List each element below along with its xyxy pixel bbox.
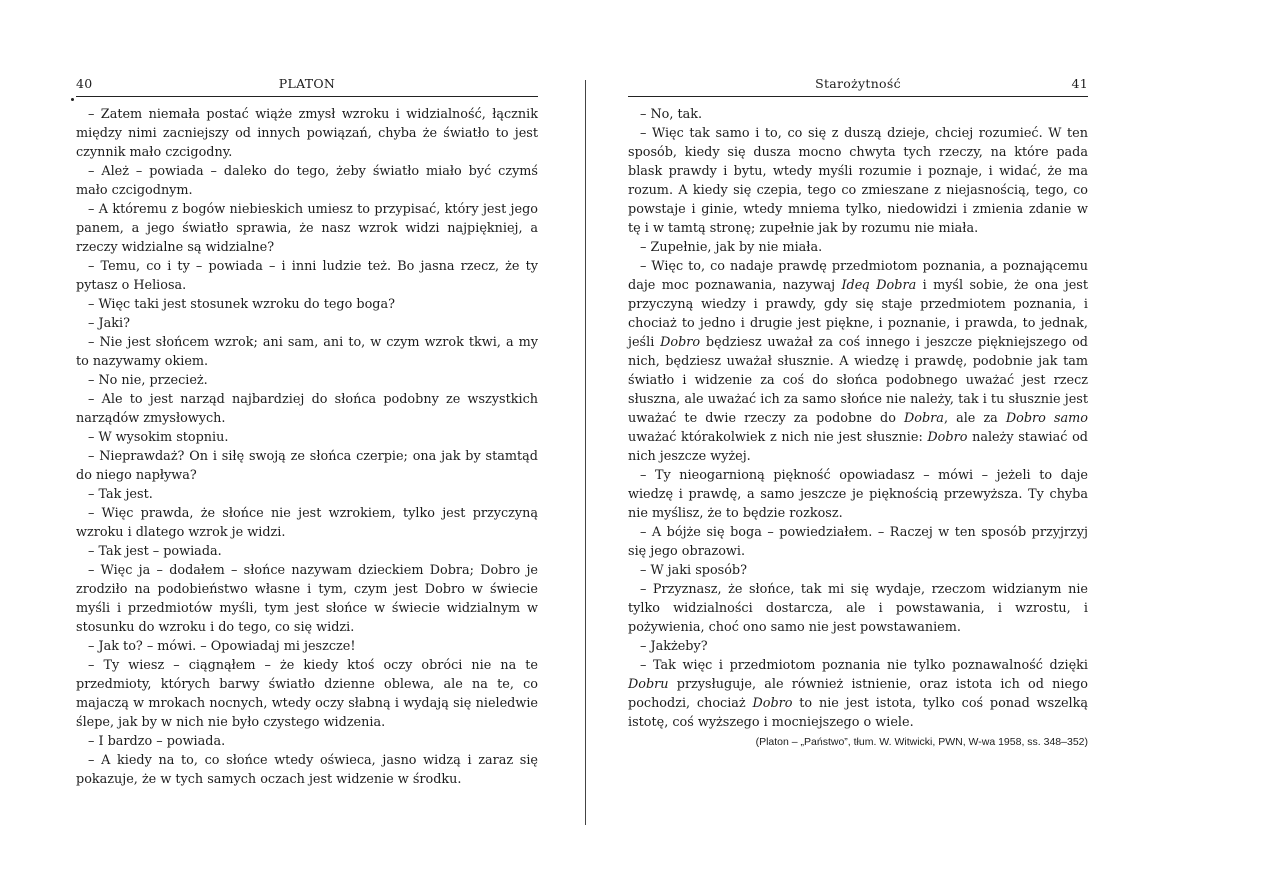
paragraph: – Tak jest – powiada. — [88, 544, 222, 559]
citation: (Platon – „Państwo”, tłum. W. Witwicki, PWN, W-wa 1958, ss. 348–352) — [755, 736, 1088, 748]
book-spine — [585, 80, 586, 825]
text-run: – Tak więc i przedmiotom poznania nie tylko poznawalność dzięki — [640, 658, 1088, 673]
paragraph: – Więc prawda, że słońce nie jest wzrokiem, tylko jest przyczyną wzroku i dlatego wzrok je widzi. — [76, 506, 538, 540]
text-run: uważać którakolwiek z nich nie jest słusznie: — [628, 430, 928, 445]
paragraph: – Zupełnie, jak by nie miała. — [640, 240, 823, 255]
paragraph: – Ależ – powiada – daleko do tego, żeby światło miało być czymś mało czcigodnym. — [76, 164, 538, 198]
paragraph: – A kiedy na to, co słońce wtedy oświeca, jasno widzą i zaraz się pokazuje, że w tych samych oczach jest widzenie w środku. — [76, 753, 538, 787]
left-page-number: 40 — [76, 76, 93, 91]
margin-dot — [71, 98, 74, 101]
left-page-header — [76, 76, 538, 94]
emphasized-term: Dobra — [904, 411, 944, 426]
paragraph: – Jaki? — [88, 316, 130, 331]
paragraph: – I bardzo – powiada. — [88, 734, 226, 749]
text-run: , ale za — [943, 411, 1006, 426]
paragraph: – Nie jest słońcem wzrok; ani sam, ani to, w czym wzrok tkwi, a my to nazywamy okiem. — [76, 335, 538, 369]
paragraph: – W jaki sposób? — [640, 563, 747, 578]
paragraph: – Więc taki jest stosunek wzroku do tego boga? — [88, 297, 395, 312]
paragraph: – A któremu z bogów niebieskich umiesz to przypisać, który jest jego panem, a jego światło sprawia, że nasz wzrok widzi najpiękniej, a rzeczy widzialne są widzialne? — [76, 202, 538, 255]
left-header-rule — [76, 96, 538, 97]
paragraph: – Ty nieogarnioną piękność opowiadasz – mówi – jeżeli to daje wiedzę i prawdę, a samo jeszcze je pięknością przewyższa. Ty chyba nie myślisz, że to będzie rozkosz. — [628, 468, 1088, 521]
text-run: należy stawiać od nich jeszcze wyżej. — [628, 430, 1088, 464]
paragraph: – Temu, co i ty – powiada – i inni ludzie też. Bo jasna rzecz, że ty pytasz o Heliosa. — [76, 259, 538, 293]
paragraph: – Nieprawdaż? On i siłę swoją ze słońca czerpie; ona jak by stamtąd do niego napływa? — [76, 449, 538, 483]
right-page-header — [628, 76, 1088, 94]
paragraph: – Tak jest. — [88, 487, 153, 502]
paragraph: – W wysokim stopniu. — [88, 430, 229, 445]
right-page-number: 41 — [1071, 76, 1088, 91]
paragraph: – Jak to? – mówi. – Opowiadaj mi jeszcze! — [88, 639, 356, 654]
paragraph: – No, tak. — [640, 107, 703, 122]
paragraph — [628, 257, 1088, 466]
paragraph: – Ty wiesz – ciągnąłem – że kiedy ktoś oczy obróci nie na te przedmioty, których barwy światło dzienne oblewa, ale na te, co majaczą w mrokach nocnych, wtedy oczy słabną i wydają się nieledwie ślepe, jak by w nich nie było czystego widzenia. — [76, 658, 538, 730]
text-run: przysługuje, ale również istnienie, oraz istota ich od niego pochodzi, chociaż — [628, 677, 1088, 711]
text-run: – Więc to, co nadaje prawdę przedmiotom poznania, a poznającemu daje moc poznawania, nazywaj — [628, 259, 1088, 293]
emphasized-term: Dobro — [752, 696, 793, 711]
paragraph: – Przyznasz, że słońce, tak mi się wydaje, rzeczom widzianym nie tylko widzialności dostarcza, ale i powstawania, i wzrostu, i pożywienia, choć ono samo nie jest powstawaniem. — [628, 582, 1088, 635]
text-run: będziesz uważał za coś innego i jeszcze piękniejszego od nich, będziesz uważał słusznie. A wiedzę i prawdę, podobnie jak tam światło i widzenie za coś do słońca podobnego uważać jest rzecz słuszna, ale uważać ich za samo słońce nie należy, tak i tu słusznie jest uważać te dwie rzeczy za podobne do — [628, 335, 1088, 426]
paragraph: – Ale to jest narząd najbardziej do słońca podobny ze wszystkich narządów zmysłowych. — [76, 392, 538, 426]
emphasized-term: Dobro — [660, 335, 701, 350]
emphasized-term: Ideą Dobra — [841, 278, 917, 293]
text-run: i myśl sobie, że ona jest przyczyną wiedzy i prawdy, gdy się staje przedmiotem poznania, i chociaż to jedno i drugie jest piękne, i poznanie, i prawda, to jednak, jeśli — [628, 278, 1088, 350]
left-page — [76, 76, 538, 789]
left-page-body — [76, 105, 538, 789]
paragraph: – Zatem niemała postać wiąże zmysł wzroku i widzialność, łącznik między nimi zacniejszy od innych powiązań, chyba że światło to jest czynnik mało czcigodny. — [76, 107, 538, 160]
right-page — [628, 76, 1088, 748]
left-running-head: PLATON — [278, 76, 336, 91]
right-page-body — [628, 105, 1088, 732]
paragraph: – A bójże się boga – powiedziałem. – Raczej w ten sposób przyjrzyj się jego obrazowi. — [628, 525, 1088, 559]
right-running-head: Starożytność — [815, 76, 901, 91]
paragraph: – No nie, przecież. — [88, 373, 208, 388]
text-run: to nie jest istota, tylko coś ponad wszelką istotę, coś wyższego i mocniejszego o wiele. — [628, 696, 1088, 730]
paragraph: – Jakżeby? — [640, 639, 708, 654]
emphasized-term: Dobro samo — [1005, 411, 1088, 426]
emphasized-term: Dobru — [628, 677, 669, 692]
emphasized-term: Dobro — [927, 430, 968, 445]
paragraph: – Więc ja – dodałem – słońce nazywam dzieckiem Dobra; Dobro je zrodziło na podobieństwo własne i tym, czym jest Dobro w świecie myśli i przedmiotów myśli, tym jest słońce w świecie widzialnym w stosunku do wzroku i do tego, co się widzi. — [76, 563, 538, 635]
paragraph: – Więc tak samo i to, co się z duszą dzieje, chciej rozumieć. W ten sposób, kiedy się dusza mocno chwyta tych rzeczy, na które pada blask prawdy i bytu, wtedy myśli rozumie i poznaje, i widać, że ma rozum. A kiedy się czepia, tego co zmieszane z niejasnością, tego, co powstaje i ginie, wtedy mniema tylko, niedowidzi i zmienia zdanie w tę i w tamtą stronę; zupełnie jak by rozumu nie miała. — [628, 126, 1088, 236]
paragraph — [628, 656, 1088, 732]
right-header-rule — [628, 96, 1088, 97]
